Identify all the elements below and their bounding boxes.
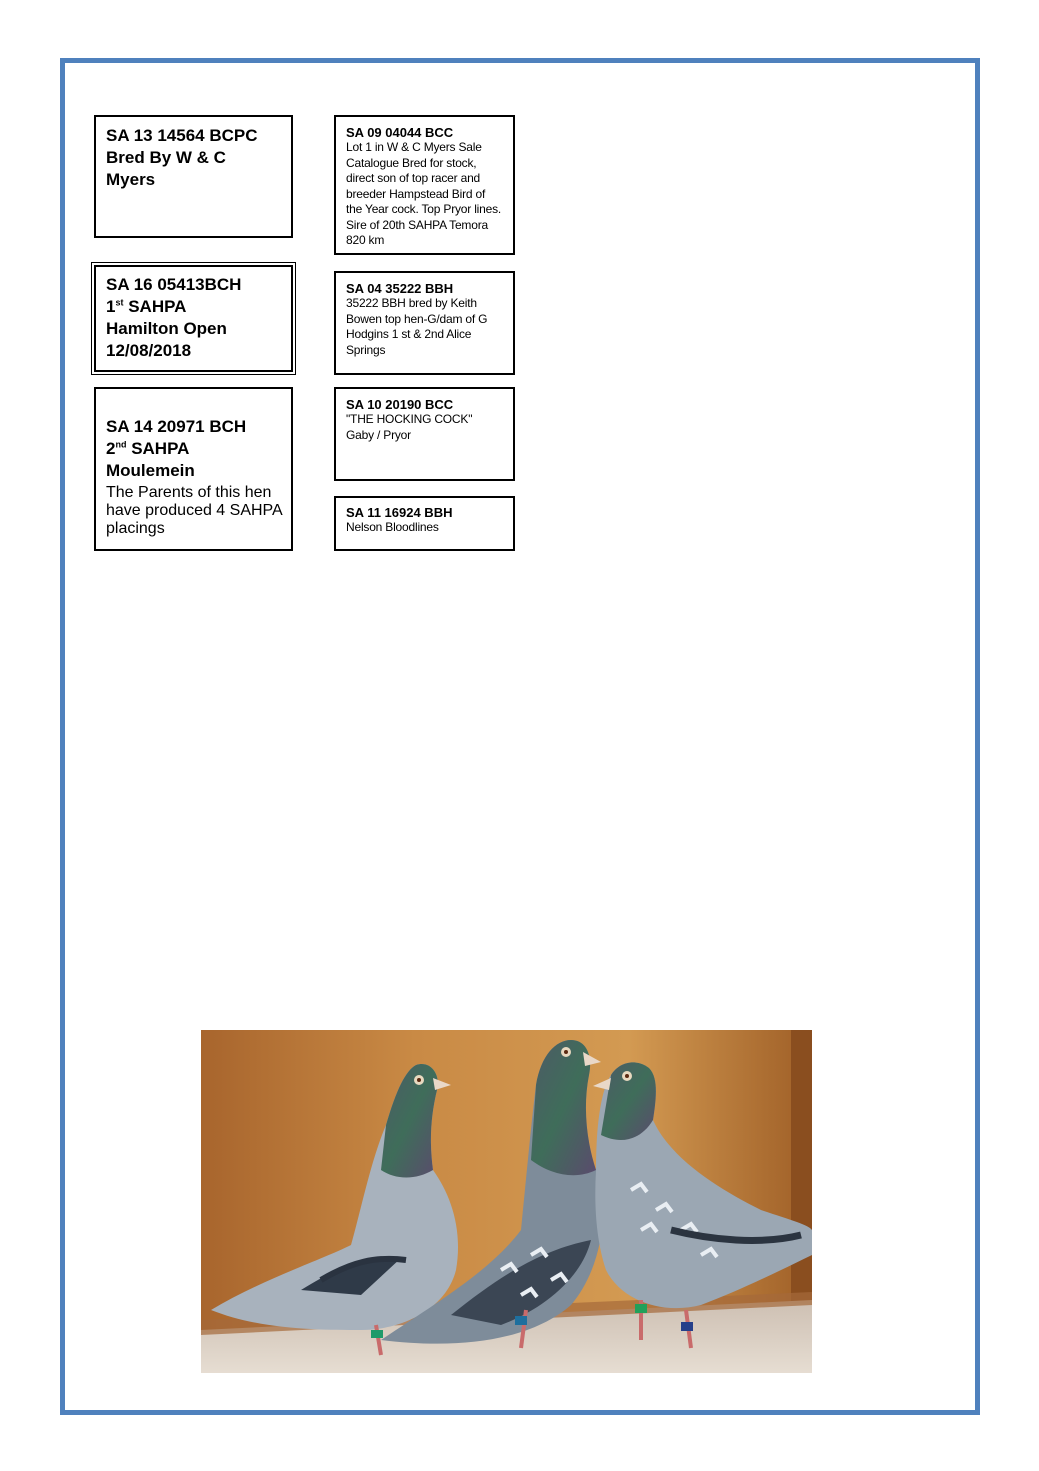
box-line: Hamilton Open	[106, 319, 227, 338]
three-pigeons-photo	[201, 1030, 812, 1373]
box-body: "THE HOCKING COCK" Gaby / Pryor	[346, 412, 473, 442]
pedigree-box-dam	[94, 387, 293, 551]
pedigree-box-granddam-1	[334, 271, 515, 375]
box-body: Lot 1 in W & C Myers Sale Catalogue Bred for stock, direct son of top racer and breeder Hampstead Bird of the Year cock. Top Pryor lines. Sire of 20th SAHPA Temora 820 km	[346, 140, 502, 247]
box-title: SA 09 04044 BCC	[346, 125, 454, 140]
pedigree-box-sire	[94, 115, 293, 238]
pedigree-box-granddam-2	[334, 496, 515, 551]
box-line: 12/08/2018	[106, 341, 192, 360]
box-body: The Parents of this hen have produced 4 SAHPA placings	[106, 484, 282, 537]
box-body: Nelson Bloodlines	[346, 520, 439, 534]
box-body: 35222 BBH bred by Keith Bowen top hen-G/dam of G Hodgins 1 st & 2nd Alice Springs	[346, 296, 488, 357]
box-title: SA 11 16924 BBH	[346, 505, 453, 520]
box-line: Myers	[106, 170, 156, 189]
pedigree-box-grandsire-2	[334, 387, 515, 481]
box-line: SA 14 20971 BCH	[106, 417, 247, 436]
box-line: 1st SAHPA	[106, 297, 187, 316]
box-line: Bred By W & C	[106, 148, 226, 167]
box-title: SA 04 35222 BBH	[346, 281, 454, 296]
box-title: SA 10 20190 BCC	[346, 397, 454, 412]
box-line: SA 13 14564 BCPC	[106, 126, 258, 145]
box-line: SA 16 05413BCH	[106, 275, 242, 294]
pedigree-box-subject	[94, 265, 293, 372]
box-line: 2nd SAHPA	[106, 439, 190, 458]
box-line: Moulemein	[106, 461, 195, 480]
pedigree-box-grandsire-1	[334, 115, 515, 255]
